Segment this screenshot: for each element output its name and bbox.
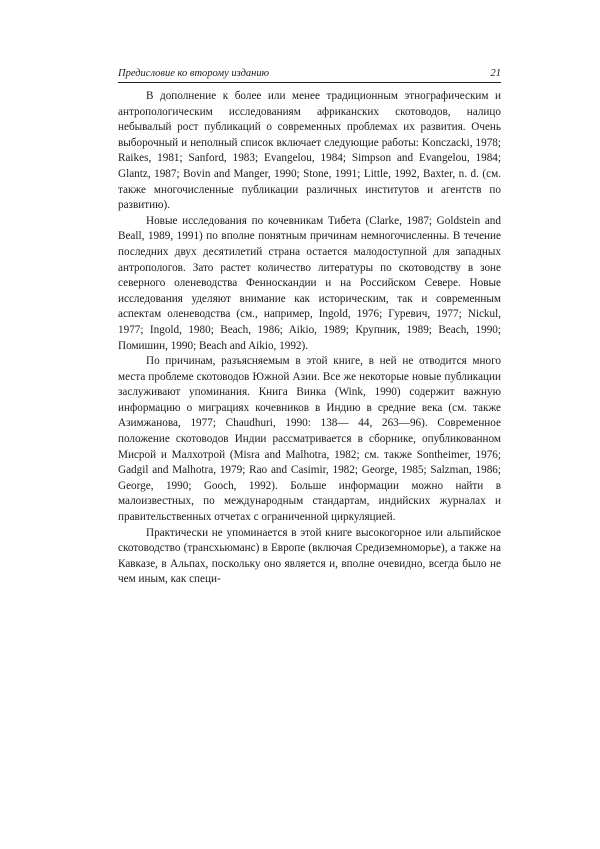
paragraph: Практически не упоминается в этой книге высокогорное или альпийское скотоводство (трансхьюманс) в Европе (включая Средиземноморье), а также на Кавказе, в Альпах, поскольку оно является и, вполне очевидно, всегда было не чем иным, как специ- bbox=[118, 526, 501, 586]
page-number: 21 bbox=[490, 68, 501, 79]
paragraph: Новые исследования по кочевникам Тибета (Clarke, 1987; Goldstein and Beall, 1989, 1991) по вполне понятным причинам немногочисленны. В течение последних двух десятилетий страна остается малодоступной для западных антропологов. Зато растет количество литературы по скотоводству в зоне северного оленеводства Фенноскандии и на Российском Севере. Новые исследования уделяют внимание как историческим, так и современным аспектам оленеводства (см., например, Ingold, 1976; Гуревич, 1977; Nickul, 1977; Ingold, 1980; Beach, 1986; Aikio, 1989; Крупник, 1989; Beach, 1990; Помишин, 1990; Beach and Aikio, 1992). bbox=[118, 214, 501, 352]
paragraph: По причинам, разъясняемым в этой книге, в ней не отводится много места проблеме скотоводов Южной Азии. Все же некоторые новые публикации заслуживают упоминания. Книга Винка (Wink, 1990) содержит важную информацию о миграциях кочевников в Индию в средние века (см. также Азимжанова, 1977; Chaudhuri, 1990: 138— 44, 263—96). Современное положение скотоводов Индии рассматривается в сборнике, опубликованном Мисрой и Малхотрой (Misra and Malhotra, 1982; см. также Sontheimer, 1976; Gadgil and Malhotra, 1979; Rao and Casimir, 1982; George, 1985; Salzman, 1986; George, 1990; Gooch, 1992). Больше информации можно найти в малоизвестных, по международным стандартам, индийских журналах и правительственных отчетах с ограниченной циркуляцией. bbox=[118, 355, 501, 524]
running-header bbox=[118, 68, 501, 83]
body-text bbox=[118, 89, 501, 588]
section-title: Предисловие ко второму изданию bbox=[118, 68, 269, 79]
paragraph: В дополнение к более или менее традиционным этнографическим и антропологическим исследованиям африканских скотоводов, налицо небывалый рост публикаций о современных проблемах их развития. Очень выборочный и неполный список включает следующие работы: Konczacki, 1978; Raikes, 1981; Sanford, 1983; Evangelou, 1984; Simpson and Evangelou, 1984; Glantz, 1987; Bovin and Manger, 1990; Stone, 1991; Little, 1992, Baxter, n. d. (см. также многочисленные публикации различных институтов и агентств по развитию). bbox=[118, 90, 501, 212]
page bbox=[118, 68, 501, 588]
